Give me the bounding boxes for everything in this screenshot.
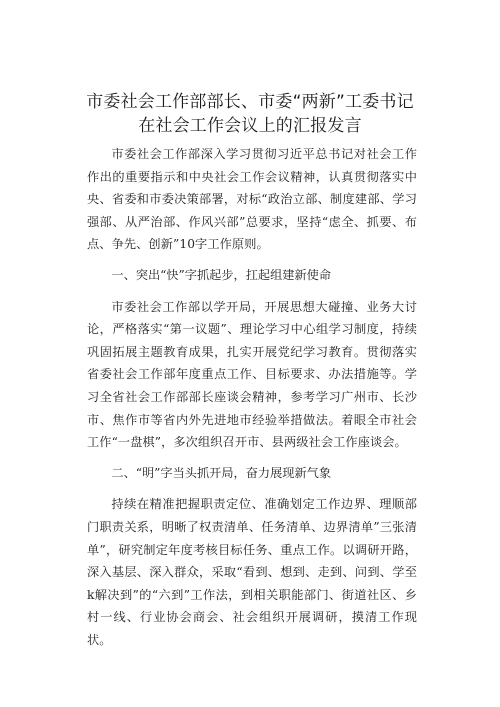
intro-paragraph: 市委社会工作部深入学习贯彻习近平总书记对社会工作作出的重要指示和中央社会工作会议精神，认真贯彻落实中央、省委和市委决策部署，对标“政治立部、制度建部、学习强部、从严治部、作风兴部”总要求，坚持“虑全、抓要、布点、争先、创新”10字工作原则。 xyxy=(87,147,417,252)
section-2-paragraph: 持续在精准把握职责定位、准确划定工作边界、理顺部门职责关系，明晰了权责清单、任务清单、边界清单”三张清单”，研究制定年度考核目标任务、重点工作。以调研开路，深入基层、深入群众，采取“看到、想到、走到、问到、学至k解决到”的“六到”工作法，到相关职能部门、街道社区、乡村一线、行业协会商会、社会组织开展调研，摸清工作现状。 xyxy=(87,497,417,647)
document-title-line-2: 在社会工作会议上的汇报发言 xyxy=(138,116,362,136)
section-2-heading: 二、“明”字当头抓开局，奋力展现新气象 xyxy=(111,465,332,480)
document-title-line-1: 市委社会工作部部长、市委“两新”工委书记 xyxy=(86,92,414,112)
document-body xyxy=(87,143,417,651)
section-1-paragraph: 市委社会工作部以学开局，开展思想大碰撞、业务大讨论，严格落实“第一议题”、理论学习中心组学习制度，持续巩固拓展主题教育成果，扎实开展党纪学习教育。贯彻落实省委社会工作部年度重点工作、目标要求、办法措施等。学习全省社会工作部部长座谈会精神，参考学习广州市、长沙市、焦作市等省内外先进地市经验举措做法。着眼全市社会工作“一盘棋”，多次组织召开市、县两级社会工作座谈会。 xyxy=(87,299,417,450)
section-1-heading: 一、突出“快”字抓起步，扛起组建新使命 xyxy=(111,267,332,282)
